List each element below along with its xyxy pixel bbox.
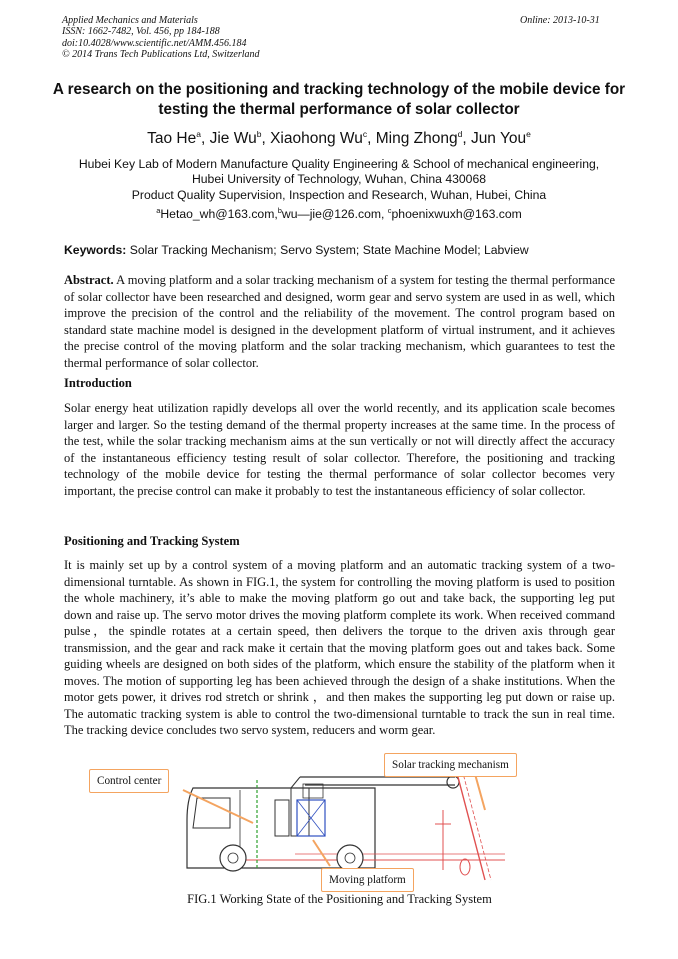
section-heading-introduction: Introduction (64, 376, 132, 390)
author-name: Ming Zhong (375, 130, 458, 147)
section-heading-positioning: Positioning and Tracking System (64, 534, 240, 548)
doi-line[interactable]: doi:10.4028/www.scientific.net/AMM.456.184 (62, 37, 247, 49)
figure-caption: FIG.1 Working State of the Positioning and Tracking System (187, 892, 492, 906)
author-mark: e (526, 129, 531, 139)
affiliation-line: Hubei Key Lab of Modern Manufacture Quality Engineering & School of mechanical engineering, (78, 157, 600, 171)
figure-1 (75, 750, 615, 900)
online-date: Online: 2013-10-31 (520, 15, 600, 26)
author-name: Tao He (147, 130, 197, 147)
pivot-joint (447, 776, 459, 788)
issn-line: ISSN: 1662-7482, Vol. 456, pp 184-188 (62, 26, 220, 38)
author-mark: b (256, 129, 262, 139)
keywords-text: Solar Tracking Mechanism; Servo System; State Machine Model; Labview (129, 243, 529, 257)
author-name: Jie Wu (209, 130, 257, 147)
label-moving-platform: Moving platform (321, 868, 414, 892)
author-mark: a (196, 129, 201, 139)
affiliation-line: Product Quality Supervision, Inspection and Research, Wuhan, Hubei, China (131, 187, 547, 202)
email-address[interactable]: wu—jie@126.com, (281, 207, 388, 221)
email-address[interactable]: Hetao_wh@163.com, (160, 207, 278, 221)
front-wheel (220, 845, 246, 871)
platform-box-2 (303, 784, 323, 798)
keywords-label: Keywords: (64, 243, 127, 257)
support-foot (460, 859, 470, 875)
author-name: Jun You (470, 130, 527, 147)
affiliations (40, 157, 638, 203)
abstract-text: A moving platform and a solar tracking mechanism of a system for testing the thermal performance of solar collector have been researched and designed, worm gear and servo system are used in as well, which improve the precision of the control and the reliability of the movement. The control program based on standard state machine model is designed in the development platform of virtual instrument, and it achieves the precise control of the moving platform and the solar tracking mechanism, which guarantees to test the thermal performance of solar collector. (64, 273, 615, 370)
arrow-moving-platform (313, 840, 330, 866)
copyright-line: © 2014 Trans Tech Publications Ltd, Switzerland (62, 48, 260, 60)
author-name: Xiaohong Wu (270, 130, 363, 147)
abstract-label: Abstract. (64, 273, 114, 287)
affiliation-line: Hubei University of Technology, Wuhan, China 430068 (191, 172, 487, 187)
email-address[interactable]: phoenixwuxh@163.com (391, 207, 522, 221)
control-box (275, 800, 289, 836)
abstract (64, 272, 615, 371)
arrow-control-center (183, 790, 253, 823)
author-mark: c (362, 129, 368, 139)
keywords (64, 243, 616, 257)
label-solar-tracking: Solar tracking mechanism (384, 753, 517, 777)
arrow-solar-tracking-2 (475, 774, 485, 810)
boom-diagonal (291, 777, 300, 788)
author-list: Tao He$^a$, Jie Wu$^b$, Xiaohong Wu$^c$, Ming Zhong$^d$, Jun You$^e$ (147, 129, 531, 147)
email-mark: c (387, 206, 392, 215)
email-mark: a (156, 206, 161, 215)
journal-name: Applied Mechanics and Materials (62, 15, 198, 26)
paper-title: A research on the positioning and tracking technology of the mobile device for testing the thermal performance of solar collector (52, 81, 626, 118)
email-list (40, 206, 638, 221)
positioning-text: It is mainly set up by a control system of a moving platform and an automatic tracking system of a two-dimensional turntable. As shown in FIG.1, the system for controlling the moving platform is used to position the whole machinery, it’s able to make the moving platform go out and take back, the supporting leg put down and raise up. The servo motor drives the moving platform complete its work. When received command pulse，the spindle rotates at a certain speed, then delivers the torque to the driven axis through gear transmission, and the gear and rack make it certain that the moving platform goes out and takes back. Some guiding wheels are designed on both sides of the platform, which ensure the stability of the platform when it moves. The motion of supporting leg has been achieved through the design of a shake institutions. When the motor gets power, it drives rod stretch or shrink ，and then makes the supporting leg put down or raise up. The automatic tracking system is able to control the two-dimensional turntable to track the sun in real time. The tracking device concludes two servo system, reducers and worm gear. (64, 558, 615, 738)
introduction-text: Solar energy heat utilization rapidly develops all over the world recently, and its application scale becomes larger and larger. So the testing demand of the thermal property increases at the same time. In the process of the test, while the solar tracking mechanism aims at the sun vertically or not will directly affect the accuracy of the instantaneous efficiency testing result of solar collector. Therefore, the positioning and tracking technology of the mobile device for testing the thermal performance of solar collector becomes very important, the precise control can make it probably to test the instantaneous efficiency of solar collector. (64, 401, 615, 498)
email-mark: b (277, 206, 282, 215)
journal-header (62, 15, 260, 60)
author-mark: d (457, 129, 463, 139)
label-control-center: Control center (89, 769, 169, 793)
